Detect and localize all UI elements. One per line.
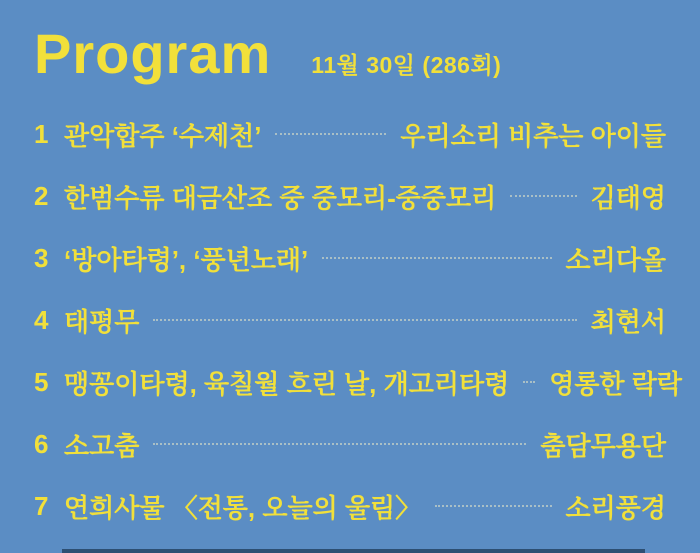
program-row bbox=[34, 413, 666, 475]
dotted-leader bbox=[523, 381, 535, 383]
program-row bbox=[34, 165, 666, 227]
program-item-title: 맹꽁이타령, 육칠월 흐린 날, 개고리타령 bbox=[64, 368, 510, 399]
program-item-performer: 김태영 bbox=[590, 182, 666, 213]
dotted-leader bbox=[322, 257, 551, 259]
program-item-title: 연희사물 〈전통, 오늘의 울림〉 bbox=[64, 492, 422, 523]
page-header bbox=[0, 0, 700, 85]
program-row bbox=[34, 103, 666, 165]
program-item-performer: 최현서 bbox=[590, 306, 666, 337]
program-item-title: 관악합주 ‘수제천’ bbox=[64, 120, 262, 151]
program-item-performer: 우리소리 비추는 아이들 bbox=[400, 120, 666, 151]
program-item-number: 1 bbox=[34, 118, 49, 149]
program-item-title: 소고춤 bbox=[64, 430, 140, 461]
program-item-number: 7 bbox=[34, 490, 49, 521]
program-item-performer: 소리다올 bbox=[565, 244, 666, 275]
bottom-partial-bar bbox=[62, 549, 645, 553]
program-item-performer: 춤담무용단 bbox=[540, 430, 666, 461]
program-row bbox=[34, 475, 666, 537]
dotted-leader bbox=[153, 319, 576, 321]
program-item-number: 5 bbox=[34, 366, 49, 397]
program-row bbox=[34, 227, 666, 289]
page-title: Program bbox=[34, 22, 272, 85]
program-row bbox=[34, 289, 666, 351]
dotted-leader bbox=[153, 443, 526, 445]
program-item-number: 6 bbox=[34, 428, 49, 459]
program-item-title: 한범수류 대금산조 중 중모리-중중모리 bbox=[64, 182, 497, 213]
program-item-number: 4 bbox=[34, 304, 49, 335]
dotted-leader bbox=[510, 195, 576, 197]
program-list bbox=[0, 103, 700, 537]
program-item-title: 태평무 bbox=[64, 306, 140, 337]
program-row bbox=[34, 351, 683, 413]
dotted-leader bbox=[275, 133, 386, 135]
program-item-title: ‘방아타령’, ‘풍년노래’ bbox=[64, 244, 309, 275]
program-item-number: 2 bbox=[34, 180, 49, 211]
program-date: 11월 30일 (286회) bbox=[311, 52, 502, 78]
program-item-number: 3 bbox=[34, 242, 49, 273]
program-item-performer: 영롱한 락락 bbox=[549, 368, 683, 399]
program-item-performer: 소리풍경 bbox=[565, 492, 666, 523]
dotted-leader bbox=[435, 505, 551, 507]
